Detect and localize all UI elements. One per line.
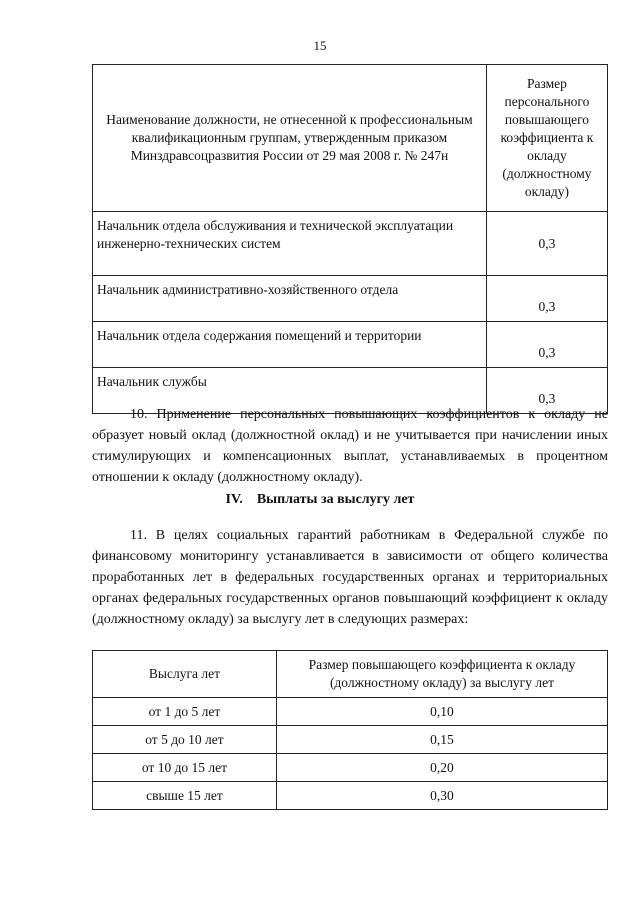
table-row [93,212,608,276]
section-heading [0,492,640,508]
coefficient-cell: 0,10 [276,698,607,726]
years-cell: свыше 15 лет [93,782,277,810]
table-row [93,782,608,810]
coefficient-cell: 0,3 [486,276,607,322]
table-row [93,276,608,322]
position-column-header: Наименование должности, не отнесенной к профессиональным квалификационным группам, утвержденным приказом Минздравсоцразвития России от 29 мая 2008 г. № 247н [93,65,487,212]
coefficient-column-header: Размер персонального повышающего коэффициента к окладу (должностному окладу) [486,65,607,212]
paragraph-11: 11. В целях социальных гарантий работникам в Федеральной службе по финансовому мониторингу устанавливается в зависимости от общего количества проработанных лет в федеральных государственных органах и территориальных органах федеральных государственных органов повышающий коэффициент к окладу (должностному окладу) за выслугу лет в следующих размерах: [92,528,608,627]
table-row [93,754,608,782]
section-number: IV. [225,492,243,507]
coefficient-cell: 0,30 [276,782,607,810]
coefficient-cell: 0,3 [486,368,607,414]
table-row [93,698,608,726]
table-row [93,322,608,368]
seniority-coefficient-table [92,650,608,810]
years-cell: от 10 до 15 лет [93,754,277,782]
years-cell: от 1 до 5 лет [93,698,277,726]
position-cell: Начальник отдела содержания помещений и территории [93,322,487,368]
years-cell: от 5 до 10 лет [93,726,277,754]
coefficient-cell: 0,20 [276,754,607,782]
coefficient-column-header: Размер повышающего коэффициента к окладу (должностному окладу) за выслугу лет [276,651,607,698]
position-cell: Начальник службы [93,368,487,414]
position-cell: Начальник административно-хозяйственного отдела [93,276,487,322]
table-header-row [93,651,608,698]
section-title: Выплаты за выслугу лет [256,492,415,507]
position-cell: Начальник отдела обслуживания и технической эксплуатации инженерно-технических систем [93,212,487,276]
years-column-header: Выслуга лет [93,651,277,698]
coefficient-cell: 0,3 [486,212,607,276]
coefficient-cell: 0,15 [276,726,607,754]
table-header-row [93,65,608,212]
paragraph-10: 10. Применение персональных повышающих коэффициентов к окладу не образует новый оклад (должностной оклад) и не учитывается при начислении иных стимулирующих и компенсационных выплат, устанавливаемых в процентном отношении к окладу (должностному окладу). [92,407,608,485]
page-number: 15 [313,38,327,53]
position-coefficient-table [92,64,608,414]
coefficient-cell: 0,3 [486,322,607,368]
table-row [93,726,608,754]
